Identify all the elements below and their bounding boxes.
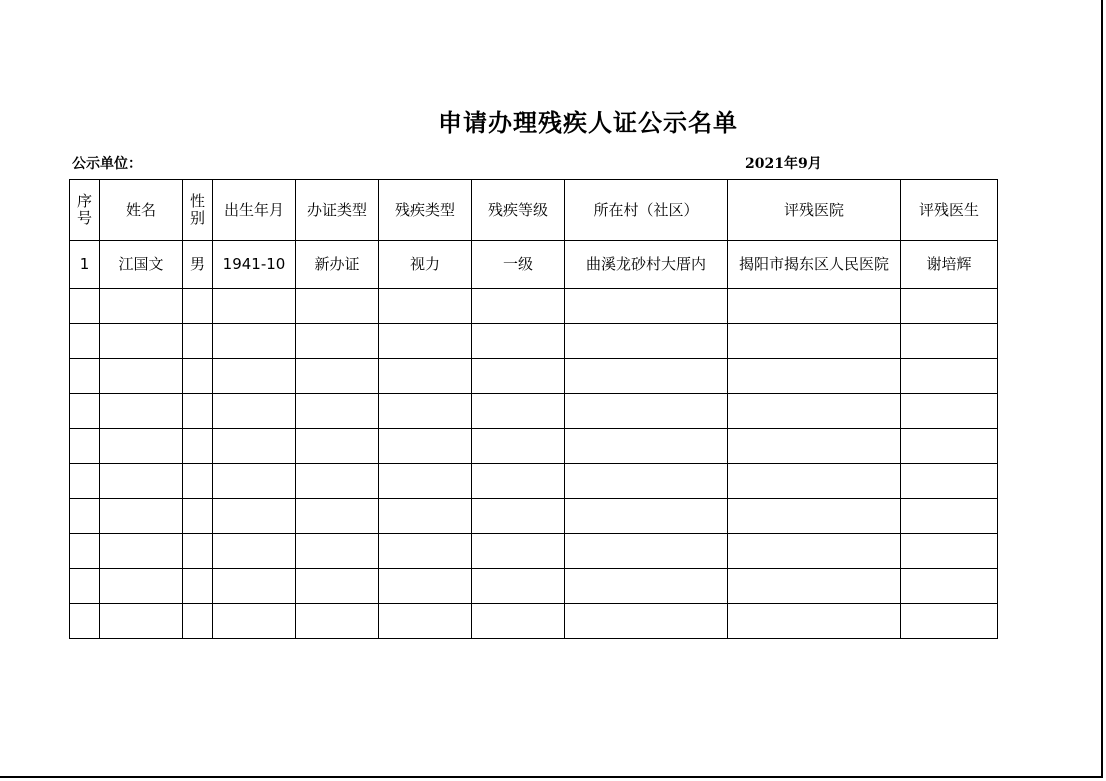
table-row [70, 241, 998, 289]
empty-cell [296, 604, 379, 639]
empty-cell [296, 499, 379, 534]
empty-cell [183, 289, 213, 324]
empty-cell [472, 499, 565, 534]
empty-cell [472, 289, 565, 324]
empty-cell [213, 289, 296, 324]
empty-cell [379, 289, 472, 324]
empty-table-row [70, 429, 998, 464]
cell-index: 1 [70, 241, 100, 289]
empty-cell [183, 394, 213, 429]
empty-cell [100, 604, 183, 639]
empty-cell [100, 464, 183, 499]
empty-cell [901, 604, 998, 639]
empty-cell [565, 324, 728, 359]
header-cell-cert-type: 办证类型 [296, 180, 379, 241]
empty-cell [728, 289, 901, 324]
empty-cell [901, 289, 998, 324]
empty-cell [100, 569, 183, 604]
empty-cell [901, 429, 998, 464]
empty-cell [213, 429, 296, 464]
header-cell-disability-type: 残疾类型 [379, 180, 472, 241]
empty-cell [728, 569, 901, 604]
empty-cell [100, 429, 183, 464]
header-cell-hospital: 评残医院 [728, 180, 901, 241]
header-cell-doctor: 评残医生 [901, 180, 998, 241]
header-cell-birth: 出生年月 [213, 180, 296, 241]
empty-cell [183, 429, 213, 464]
empty-table-row [70, 499, 998, 534]
empty-cell [728, 394, 901, 429]
empty-cell [296, 429, 379, 464]
empty-cell [901, 359, 998, 394]
document-title: 申请办理残疾人证公示名单 [438, 108, 738, 137]
empty-cell [100, 499, 183, 534]
empty-cell [472, 324, 565, 359]
empty-cell [379, 604, 472, 639]
empty-cell [296, 324, 379, 359]
empty-cell [183, 464, 213, 499]
empty-cell [565, 499, 728, 534]
empty-cell [728, 324, 901, 359]
empty-cell [183, 534, 213, 569]
header-cell-village: 所在村（社区） [565, 180, 728, 241]
empty-table-row [70, 534, 998, 569]
empty-table-row [70, 359, 998, 394]
empty-cell [70, 359, 100, 394]
empty-table-row [70, 394, 998, 429]
empty-cell [728, 604, 901, 639]
cell-name: 江国文 [100, 241, 183, 289]
empty-cell [472, 464, 565, 499]
empty-cell [296, 534, 379, 569]
empty-cell [213, 604, 296, 639]
empty-cell [565, 359, 728, 394]
empty-cell [213, 569, 296, 604]
empty-cell [70, 569, 100, 604]
empty-cell [472, 359, 565, 394]
empty-cell [183, 604, 213, 639]
empty-cell [901, 534, 998, 569]
header-cell-gender: 性别 [183, 180, 213, 241]
empty-cell [379, 394, 472, 429]
empty-cell [472, 534, 565, 569]
roster-table [69, 179, 998, 639]
empty-cell [472, 604, 565, 639]
cell-birth: 1941-10 [213, 241, 296, 289]
empty-cell [901, 324, 998, 359]
empty-cell [100, 289, 183, 324]
empty-table-row [70, 569, 998, 604]
cell-disability-level: 一级 [472, 241, 565, 289]
empty-cell [901, 394, 998, 429]
empty-cell [472, 569, 565, 604]
empty-cell [183, 569, 213, 604]
empty-cell [565, 464, 728, 499]
empty-cell [901, 499, 998, 534]
unit-label: 公示单位： [72, 156, 142, 172]
empty-cell [70, 429, 100, 464]
empty-cell [70, 289, 100, 324]
empty-cell [379, 499, 472, 534]
cell-disability-type: 视力 [379, 241, 472, 289]
empty-cell [728, 429, 901, 464]
empty-cell [379, 464, 472, 499]
cell-village: 曲溪龙砂村大厝内 [565, 241, 728, 289]
empty-cell [565, 429, 728, 464]
cell-cert-type: 新办证 [296, 241, 379, 289]
empty-cell [213, 499, 296, 534]
empty-cell [901, 464, 998, 499]
empty-cell [728, 359, 901, 394]
empty-cell [565, 604, 728, 639]
date-label: 2021年9月 [745, 156, 822, 172]
empty-cell [183, 499, 213, 534]
empty-cell [379, 569, 472, 604]
empty-cell [296, 289, 379, 324]
empty-cell [296, 464, 379, 499]
empty-cell [728, 464, 901, 499]
empty-cell [183, 359, 213, 394]
header-cell-index: 序号 [70, 180, 100, 241]
empty-cell [379, 534, 472, 569]
empty-cell [70, 499, 100, 534]
empty-cell [70, 324, 100, 359]
empty-cell [213, 359, 296, 394]
empty-cell [296, 569, 379, 604]
empty-cell [100, 324, 183, 359]
empty-cell [379, 359, 472, 394]
cell-doctor: 谢培辉 [901, 241, 998, 289]
empty-cell [728, 499, 901, 534]
empty-cell [565, 534, 728, 569]
empty-cell [901, 569, 998, 604]
empty-cell [213, 324, 296, 359]
empty-cell [213, 534, 296, 569]
empty-cell [472, 429, 565, 464]
empty-cell [296, 394, 379, 429]
empty-cell [70, 464, 100, 499]
empty-cell [565, 394, 728, 429]
empty-cell [213, 464, 296, 499]
empty-cell [565, 289, 728, 324]
empty-table-row [70, 289, 998, 324]
empty-cell [70, 394, 100, 429]
empty-cell [183, 324, 213, 359]
empty-cell [296, 359, 379, 394]
empty-cell [379, 429, 472, 464]
header-cell-name: 姓名 [100, 180, 183, 241]
header-cell-disability-level: 残疾等级 [472, 180, 565, 241]
header-row [70, 180, 998, 241]
empty-table-row [70, 464, 998, 499]
empty-cell [70, 604, 100, 639]
empty-cell [100, 394, 183, 429]
cell-gender: 男 [183, 241, 213, 289]
empty-cell [70, 534, 100, 569]
empty-cell [100, 534, 183, 569]
empty-cell [213, 394, 296, 429]
empty-table-row [70, 604, 998, 639]
empty-cell [379, 324, 472, 359]
empty-table-row [70, 324, 998, 359]
empty-cell [100, 359, 183, 394]
empty-cell [565, 569, 728, 604]
empty-cell [472, 394, 565, 429]
cell-hospital: 揭阳市揭东区人民医院 [728, 241, 901, 289]
empty-cell [728, 534, 901, 569]
